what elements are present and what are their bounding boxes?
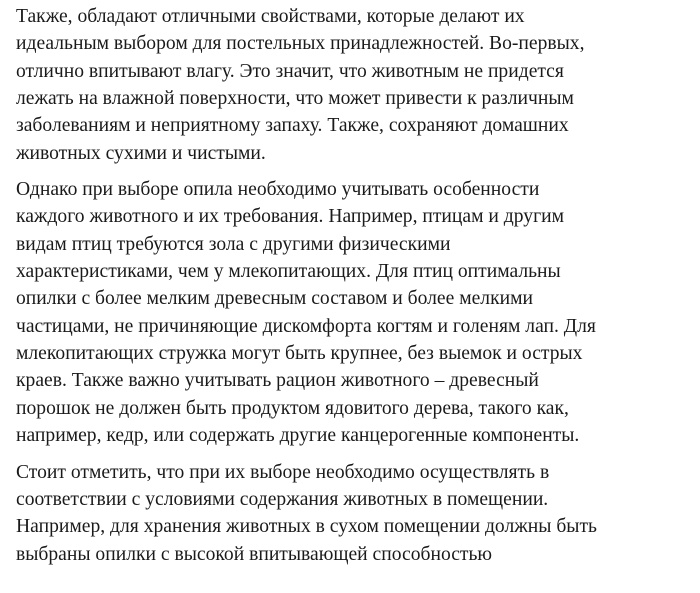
paragraph-1 [16, 3, 686, 167]
text-line: Стоит отметить, что при их выборе необходимо осуществлять в [16, 461, 550, 483]
text-line: видам птиц требуются зола с другими физическими [16, 233, 451, 255]
text-line: каждого животного и их требования. Например, птицам и другим [16, 206, 565, 228]
text-line: частицами, не причиняющие дискомфорта когтям и голеням лап. Для [16, 315, 596, 337]
text-line: Также, обладают отличными свойствами, которые делают их [16, 6, 525, 27]
text-line: Однако при выборе опила необходимо учитывать особенности [16, 179, 540, 201]
text-line: отлично впитывают влагу. Это значит, что животным не придется [16, 60, 564, 82]
text-line: выбраны опилки с высокой впитывающей способностью [16, 543, 493, 565]
text-line: Например, для хранения животных в сухом помещении должны быть [16, 516, 597, 538]
text-line: млекопитающих стружка могут быть крупнее, без выемок и острых [16, 343, 583, 365]
document-body [16, 3, 686, 568]
text-line: лежать на влажной поверхности, что может привести к различным [16, 88, 574, 110]
paragraph-2 [16, 176, 686, 449]
text-line: соответствии с условиями содержания животных в помещении. [16, 488, 549, 510]
text-line: идеальным выбором для постельных принадлежностей. Во-первых, [16, 33, 585, 55]
paragraph-3 [16, 459, 686, 568]
text-line: опилки с более мелким древесным составом и более мелкими [16, 288, 533, 310]
text-line: характеристиками, чем у млекопитающих. Для птиц оптимальны [16, 261, 561, 283]
text-line: краев. Также важно учитывать рацион животного – древесный [16, 370, 539, 392]
text-line: животных сухими и чистыми. [16, 142, 266, 164]
text-line: заболеваниям и неприятному запаху. Также, сохраняют домашних [16, 115, 569, 137]
text-line: порошок не должен быть продуктом ядовитого дерева, такого как, [16, 397, 569, 419]
text-line: например, кедр, или содержать другие канцерогенные компоненты. [16, 425, 580, 447]
